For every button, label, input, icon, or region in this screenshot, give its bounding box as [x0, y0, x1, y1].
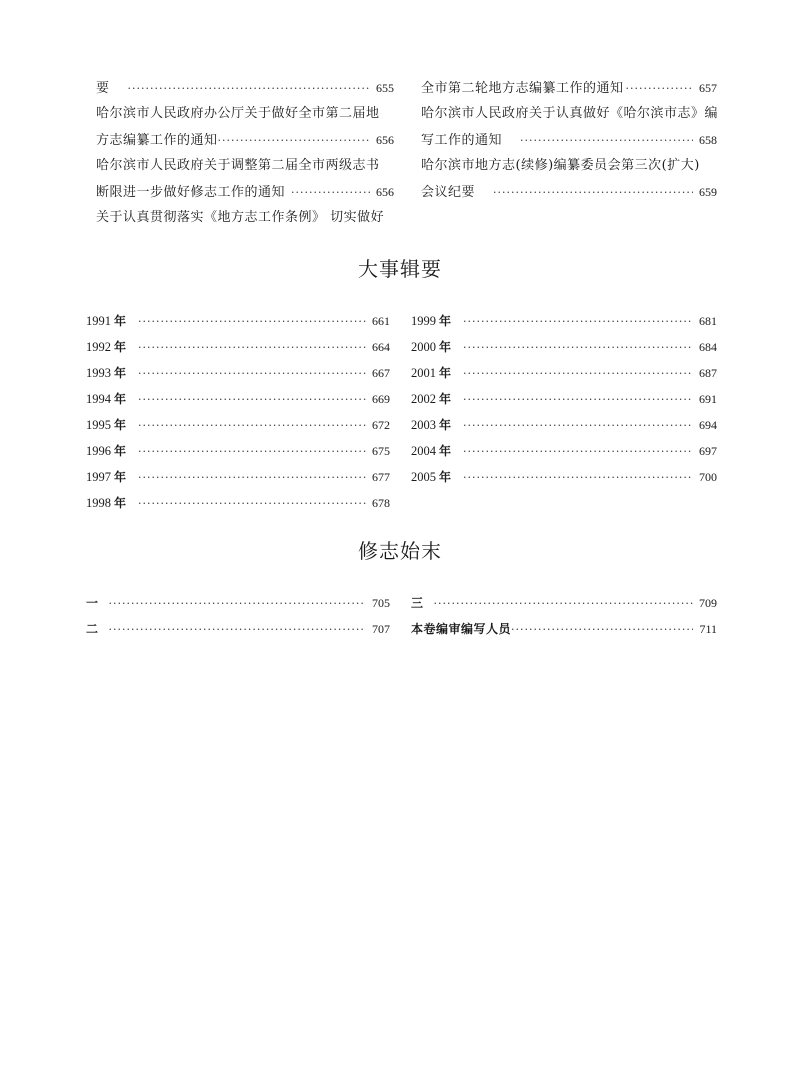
year-entry[interactable] — [86, 443, 390, 459]
year-entry[interactable] — [86, 391, 390, 407]
toc-entry-title: 全市第二轮地方志编纂工作的通知 — [421, 81, 624, 96]
year-number: 1994 — [86, 392, 111, 406]
toc-entry-title: 断限进一步做好修志工作的通知 — [96, 185, 286, 200]
toc-entry-title: 写工作的通知 — [421, 133, 503, 148]
year-entry-page: 700 — [699, 470, 717, 484]
year-suffix: 年 — [439, 470, 452, 484]
year-entry-page: 661 — [372, 314, 390, 328]
toc-entry-line[interactable] — [421, 106, 717, 122]
toc-entry-title: 哈尔滨市人民政府关于调整第二届全市两级志书 — [96, 158, 380, 173]
toc-entry[interactable] — [86, 595, 390, 611]
year-entry-page: 664 — [372, 340, 390, 354]
dot-leader — [128, 81, 370, 97]
year-suffix: 年 — [114, 314, 127, 328]
year-entry-page: 684 — [699, 340, 717, 354]
dot-leader — [511, 622, 693, 638]
year-suffix: 年 — [114, 392, 127, 406]
dashi-right-column — [411, 313, 717, 485]
toc-entry-page: 658 — [699, 133, 717, 147]
year-suffix: 年 — [439, 444, 452, 458]
dot-leader — [138, 366, 366, 382]
dot-leader — [138, 392, 366, 408]
year-number: 1995 — [86, 418, 111, 432]
toc-entry-line[interactable] — [96, 210, 394, 226]
dot-leader — [434, 596, 693, 612]
section-title-xiuzhi: 修志始末 — [358, 539, 442, 563]
toc-entry-page: 656 — [376, 185, 394, 199]
toc-entry-title: 本卷编审编写人员 — [411, 622, 512, 636]
toc-entry[interactable] — [86, 621, 390, 637]
toc-entry-page: 656 — [376, 133, 394, 147]
year-entry[interactable] — [411, 417, 717, 433]
year-entry-page: 667 — [372, 366, 390, 380]
year-entry[interactable] — [411, 469, 717, 485]
dot-leader — [463, 470, 693, 486]
toc-entry[interactable] — [96, 184, 394, 200]
toc-entry-line[interactable] — [96, 106, 394, 122]
dot-leader — [138, 314, 366, 330]
toc-entry-page: 655 — [376, 81, 394, 95]
year-suffix: 年 — [114, 444, 127, 458]
year-entry[interactable] — [411, 339, 717, 355]
toc-entry-title: 哈尔滨市人民政府办公厅关于做好全市第二届地 — [96, 106, 380, 121]
toc-entry-page: 659 — [699, 185, 717, 199]
dot-leader — [463, 314, 693, 330]
year-suffix: 年 — [439, 392, 452, 406]
toc-entry-line[interactable] — [421, 158, 717, 174]
dot-leader — [109, 622, 366, 638]
dot-leader — [463, 366, 693, 382]
dot-leader — [138, 496, 366, 512]
xiuzhi-left-column — [86, 595, 390, 637]
toc-entry-title: 哈尔滨市地方志(续修)编纂委员会第三次(扩大) — [421, 158, 700, 173]
year-number: 1991 — [86, 314, 111, 328]
year-number: 2005 — [411, 470, 436, 484]
year-suffix: 年 — [439, 314, 452, 328]
year-entry[interactable] — [86, 469, 390, 485]
dot-leader — [291, 185, 370, 201]
toc-entry-page: 709 — [699, 596, 717, 610]
year-number: 2000 — [411, 340, 436, 354]
dot-leader — [138, 470, 366, 486]
year-suffix: 年 — [114, 340, 127, 354]
dot-leader — [626, 81, 693, 97]
year-entry-page: 672 — [372, 418, 390, 432]
toc-entry-title: 三 — [411, 596, 424, 610]
toc-entry[interactable] — [96, 80, 394, 96]
year-entry-page: 675 — [372, 444, 390, 458]
year-entry[interactable] — [411, 443, 717, 459]
year-number: 1997 — [86, 470, 111, 484]
year-number: 1992 — [86, 340, 111, 354]
toc-entry-page: 657 — [699, 81, 717, 95]
toc-entry[interactable] — [96, 132, 394, 148]
year-number: 2004 — [411, 444, 436, 458]
dot-leader — [138, 340, 366, 356]
toc-entry[interactable] — [421, 184, 717, 200]
dot-leader — [109, 596, 366, 612]
dot-leader — [463, 418, 693, 434]
year-entry-page: 681 — [699, 314, 717, 328]
toc-entry-title: 一 — [86, 596, 99, 610]
year-number: 1998 — [86, 496, 111, 510]
dot-leader — [138, 418, 366, 434]
year-entry[interactable] — [86, 313, 390, 329]
year-suffix: 年 — [439, 340, 452, 354]
dot-leader — [218, 133, 370, 149]
year-suffix: 年 — [439, 366, 452, 380]
toc-entry[interactable] — [411, 595, 717, 611]
year-entry-page: 677 — [372, 470, 390, 484]
year-suffix: 年 — [114, 496, 127, 510]
dot-leader — [463, 444, 693, 460]
xiuzhi-right-column — [411, 595, 717, 637]
year-number: 1996 — [86, 444, 111, 458]
toc-entry-page: 711 — [699, 622, 717, 636]
year-suffix: 年 — [114, 470, 127, 484]
year-entry[interactable] — [86, 339, 390, 355]
year-number: 2002 — [411, 392, 436, 406]
year-entry-page: 691 — [699, 392, 717, 406]
year-entry[interactable] — [411, 313, 717, 329]
toc-entry-title: 会议纪要 — [421, 185, 476, 200]
year-suffix: 年 — [114, 418, 127, 432]
toc-entry[interactable] — [411, 621, 717, 637]
dot-leader — [138, 444, 366, 460]
year-suffix: 年 — [114, 366, 127, 380]
toc-entry-title: 二 — [86, 622, 99, 636]
toc-entry-page: 705 — [372, 596, 390, 610]
year-number: 1999 — [411, 314, 436, 328]
dot-leader — [463, 340, 693, 356]
dashi-left-column — [86, 313, 390, 511]
year-entry-page: 697 — [699, 444, 717, 458]
year-entry[interactable] — [411, 365, 717, 381]
top-right-column — [421, 80, 717, 200]
year-entry[interactable] — [86, 417, 390, 433]
year-entry[interactable] — [411, 391, 717, 407]
toc-entry-line[interactable] — [96, 158, 394, 174]
top-left-column — [96, 80, 394, 226]
year-number: 1993 — [86, 366, 111, 380]
toc-entry-page: 707 — [372, 622, 390, 636]
toc-entry-title: 要 — [96, 81, 110, 96]
year-entry-page: 669 — [372, 392, 390, 406]
year-number: 2001 — [411, 366, 436, 380]
year-entry[interactable] — [86, 495, 390, 511]
section-title-dashi: 大事辑要 — [358, 257, 442, 281]
year-entry[interactable] — [86, 365, 390, 381]
toc-entry-title: 哈尔滨市人民政府关于认真做好《哈尔滨市志》编 — [421, 106, 719, 121]
year-entry-page: 678 — [372, 496, 390, 510]
dot-leader — [520, 133, 693, 149]
year-entry-page: 694 — [699, 418, 717, 432]
toc-entry[interactable] — [421, 132, 717, 148]
toc-entry[interactable] — [421, 80, 717, 96]
toc-entry-title: 方志编纂工作的通知 — [96, 133, 218, 148]
dot-leader — [463, 392, 693, 408]
year-entry-page: 687 — [699, 366, 717, 380]
dot-leader — [493, 185, 693, 201]
toc-entry-title: 关于认真贯彻落实《地方志工作条例》 切实做好 — [96, 210, 385, 225]
year-suffix: 年 — [439, 418, 452, 432]
year-number: 2003 — [411, 418, 436, 432]
